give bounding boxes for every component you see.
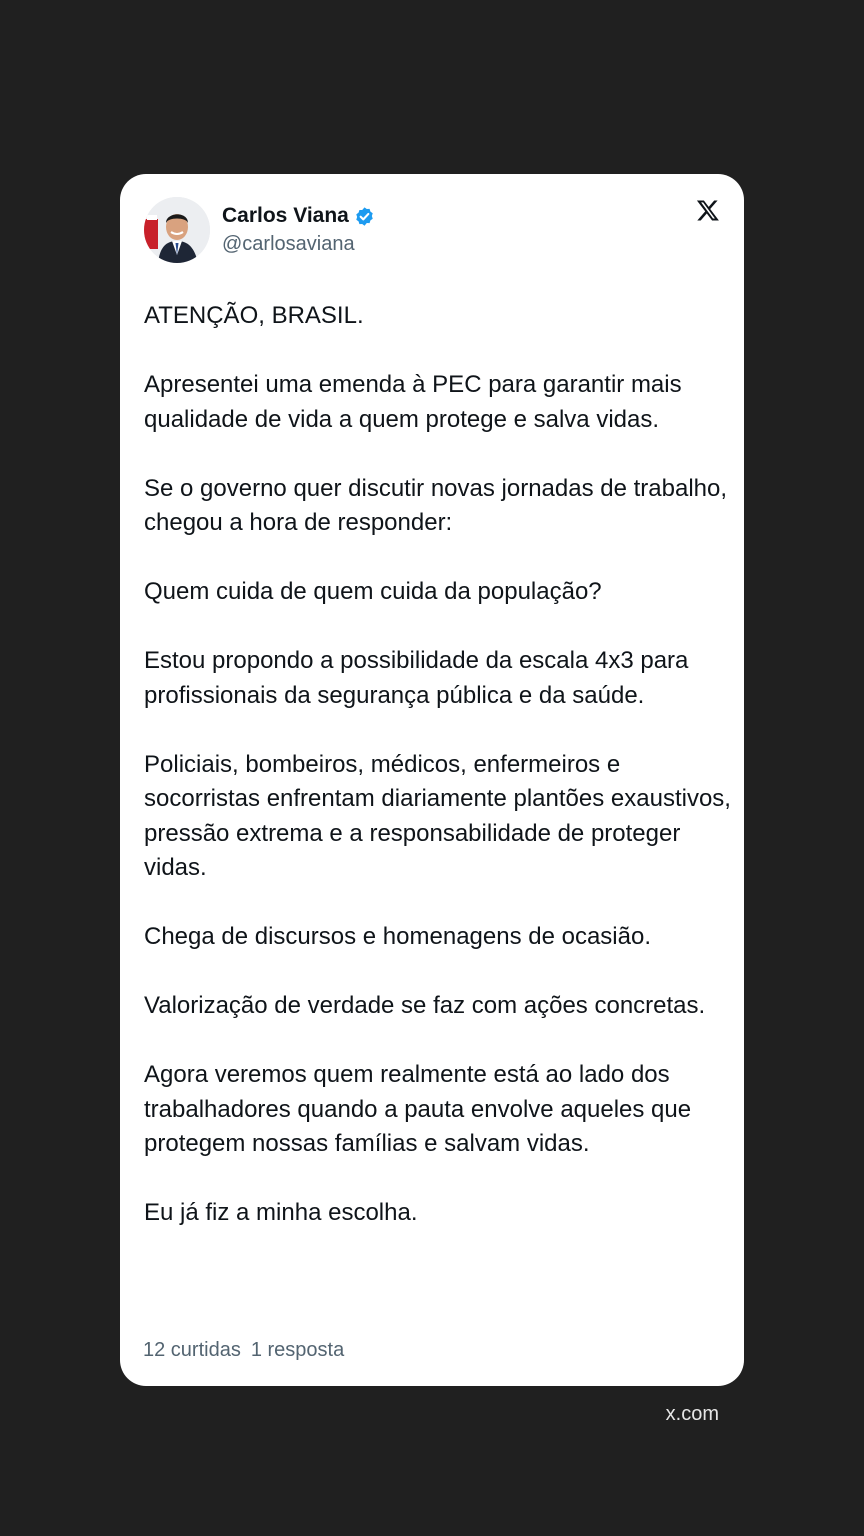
- post-paragraph: ATENÇÃO, BRASIL.: [144, 302, 364, 329]
- post-paragraph: Quem cuida de quem cuida da população?: [144, 578, 602, 605]
- author-name-row[interactable]: [222, 203, 375, 229]
- post-body: [144, 299, 734, 1231]
- source-label: x.com: [665, 1403, 719, 1425]
- post-paragraph: Policiais, bombeiros, médicos, enfermeiros e socorristas enfrentam diariamente plantões exaustivos, pressão extrema e a responsabilidade de proteger vidas.: [144, 750, 731, 881]
- avatar[interactable]: [144, 197, 210, 263]
- post-paragraph: Agora veremos quem realmente está ao lado dos trabalhadores quando a pauta envolve aqueles que protegem nossas famílias e salvam vidas.: [144, 1061, 692, 1157]
- post-paragraph: Chega de discursos e homenagens de ocasião.: [144, 923, 651, 950]
- post-paragraph: Estou propondo a possibilidade da escala 4x3 para profissionais da segurança pública e da saúde.: [144, 647, 689, 709]
- verified-badge-icon: [354, 206, 375, 227]
- post-paragraph: Eu já fiz a minha escolha.: [144, 1199, 418, 1226]
- post-paragraph: Valorização de verdade se faz com ações concretas.: [144, 992, 706, 1019]
- post-paragraph: Apresentei uma emenda à PEC para garantir mais qualidade de vida a quem protege e salva vidas.: [144, 371, 682, 433]
- x-logo-icon[interactable]: [696, 198, 720, 222]
- post-card[interactable]: [120, 174, 744, 1386]
- post-paragraph: Se o governo quer discutir novas jornadas de trabalho, chegou a hora de responder:: [144, 474, 728, 536]
- likes-count[interactable]: 12 curtidas: [143, 1339, 241, 1361]
- replies-count[interactable]: 1 resposta: [250, 1339, 345, 1361]
- author-names: [222, 203, 375, 257]
- author-handle[interactable]: @carlosaviana: [222, 233, 355, 255]
- author-name[interactable]: Carlos Viana: [222, 204, 349, 227]
- post-header: [144, 196, 375, 264]
- avatar-portrait-icon: [144, 197, 210, 263]
- post-stats: [143, 1337, 344, 1363]
